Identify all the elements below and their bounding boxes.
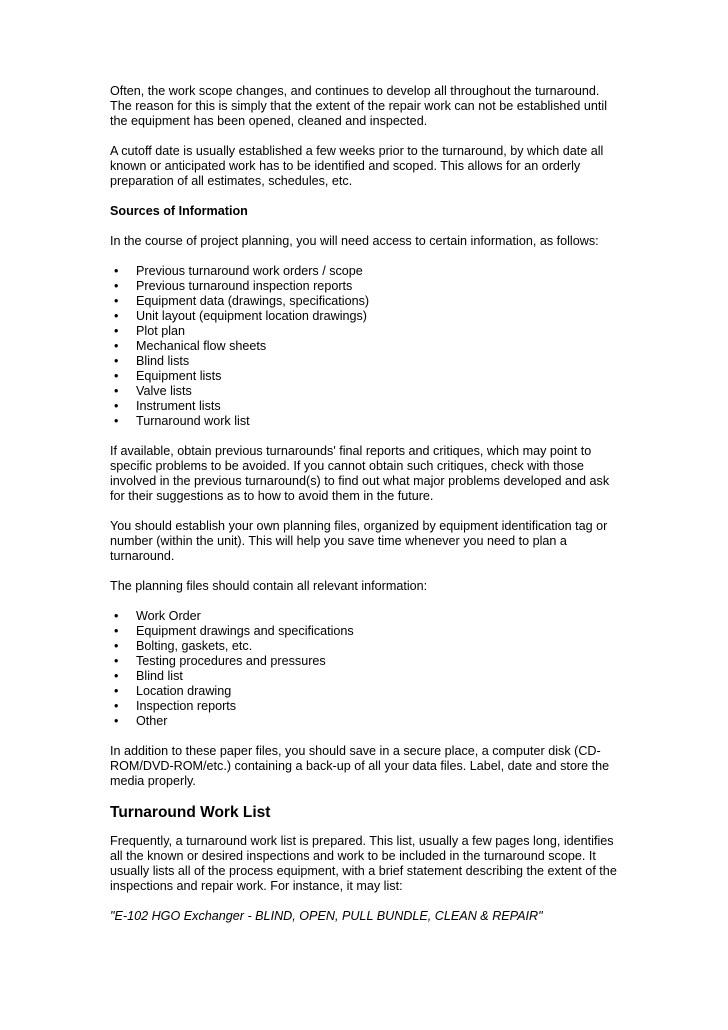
list-item [110,714,620,729]
list-item [110,354,620,369]
bullet-glyph: • [114,624,119,638]
list-item [110,699,620,714]
list-item-text: Instrument lists [136,399,221,413]
bullet-glyph: • [114,354,119,368]
bullet-glyph: • [114,684,119,698]
bullet-glyph: • [114,399,119,413]
paragraph-cutoff-date: A cutoff date is usually established a few weeks prior to the turnaround, by which date all known or anticipated work has to be identified and scoped. This allows for an orderly preparation of all estimates, schedules, etc. [110,144,604,188]
list-item-text: Mechanical flow sheets [136,339,267,353]
list-item [110,384,620,399]
list-item-text: Equipment lists [136,369,222,383]
list-item [110,294,620,309]
bullet-glyph: • [114,654,119,668]
paragraph-work-scope: Often, the work scope changes, and continues to develop all throughout the turnaround. The reason for this is simply that the extent of the repair work can not be established until the equipment has been opened, cleaned and inspected. [110,84,608,128]
paragraph-previous-reports: If available, obtain previous turnarounds' final reports and critiques, which may point to specific problems to be avoided. If you cannot obtain such critiques, check with those involved in the previous turnaround(s) to find out what major problems developed and ask for their suggestions as to how to avoid them in the future. [110,444,610,503]
bullet-glyph: • [114,639,119,653]
list-item-text: Blind lists [136,354,190,368]
bullet-glyph: • [114,369,119,383]
list-item [110,639,620,654]
list-item-text: Work Order [136,609,201,623]
bullet-glyph: • [114,699,119,713]
sources-list [110,264,620,429]
bullet-glyph: • [114,669,119,683]
list-item-text: Location drawing [136,684,232,698]
document-page [110,84,620,924]
list-item-text: Unit layout (equipment location drawings) [136,309,368,323]
list-item [110,339,620,354]
paragraph-backup: In addition to these paper files, you should save in a secure place, a computer disk (CD-ROM/DVD-ROM/etc.) containing a back-up of all your data files. Label, date and store the media properly. [110,744,610,788]
list-item [110,669,620,684]
list-item-text: Inspection reports [136,699,237,713]
bullet-glyph: • [114,264,119,278]
list-item-text: Blind list [136,669,183,683]
list-item [110,399,620,414]
bullet-glyph: • [114,339,119,353]
bullet-glyph: • [114,279,119,293]
list-item [110,684,620,699]
list-item [110,414,620,429]
example-quote: "E-102 HGO Exchanger - BLIND, OPEN, PULL BUNDLE, CLEAN & REPAIR" [110,909,543,923]
bullet-glyph: • [114,309,119,323]
list-item-text: Plot plan [136,324,186,338]
bullet-glyph: • [114,414,119,428]
list-item [110,279,620,294]
list-item [110,264,620,279]
list-item-text: Testing procedures and pressures [136,654,326,668]
list-item [110,654,620,669]
list-item-text: Equipment drawings and specifications [136,624,354,638]
list-item [110,324,620,339]
list-item-text: Equipment data (drawings, specifications) [136,294,370,308]
list-item-text: Other [136,714,168,728]
paragraph-worklist: Frequently, a turnaround work list is prepared. This list, usually a few pages long, identifies all the known or desired inspections and work to be included in the turnaround scope. It usually lists all of the process equipment, with a brief statement describing the extent of the inspections and repair work. For instance, it may list: [110,834,617,893]
list-item-text: Previous turnaround inspection reports [136,279,353,293]
list-item [110,609,620,624]
list-item [110,624,620,639]
bullet-glyph: • [114,609,119,623]
worklist-heading: Turnaround Work List [110,804,271,821]
bullet-glyph: • [114,294,119,308]
list-item-text: Bolting, gaskets, etc. [136,639,253,653]
sources-heading: Sources of Information [110,204,248,218]
list-item-text: Turnaround work list [136,414,250,428]
files-list [110,609,620,729]
bullet-glyph: • [114,384,119,398]
list-item [110,309,620,324]
bullet-glyph: • [114,324,119,338]
list-item-text: Valve lists [136,384,192,398]
paragraph-planning-files: You should establish your own planning files, organized by equipment identification tag or number (within the unit). This will help you save time whenever you need to plan a turnaround. [110,519,608,563]
list-item [110,369,620,384]
paragraph-files-intro: The planning files should contain all relevant information: [110,579,428,593]
bullet-glyph: • [114,714,119,728]
sources-intro: In the course of project planning, you will need access to certain information, as follows: [110,234,599,248]
list-item-text: Previous turnaround work orders / scope [136,264,363,278]
